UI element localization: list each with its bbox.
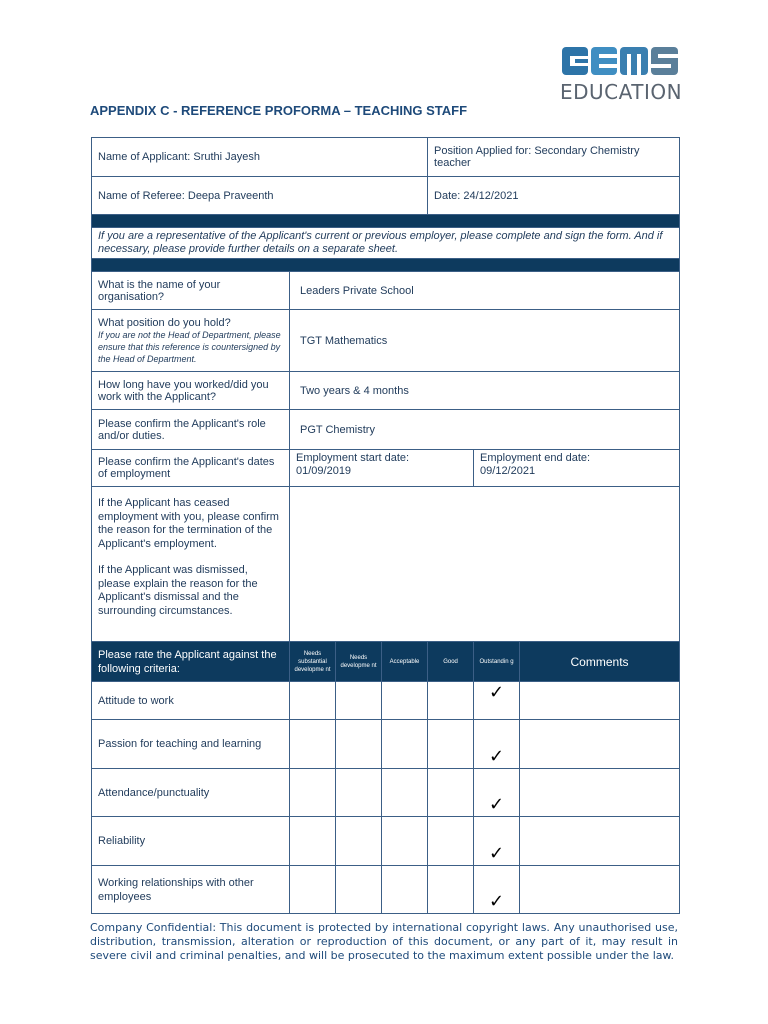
rating-cell[interactable] <box>428 720 474 769</box>
rating-cell[interactable] <box>382 682 428 720</box>
rating-cell[interactable] <box>336 720 382 769</box>
comments-cell[interactable] <box>520 866 680 914</box>
position-question: What position do you hold? <box>98 316 231 329</box>
rating-cell[interactable] <box>290 866 336 914</box>
organisation-answer: Leaders Private School <box>290 272 680 310</box>
rating-cell[interactable] <box>382 817 428 866</box>
criterion-label: Attitude to work <box>92 682 290 720</box>
rating-cell[interactable] <box>290 769 336 817</box>
role-answer: PGT Chemistry <box>290 410 680 450</box>
rating-cell[interactable] <box>428 682 474 720</box>
rating-header-label: Please rate the Applicant against the following criteria: <box>92 642 290 682</box>
confidentiality-footer: Company Confidential: This document is protected by international copyright laws. Any unauthorised use, distribution, transmission, alteration or reproduction of this document, or any part of it, may result in severe civil and criminal penalties, and will be prosecuted to the maximum extent possible under the law. <box>90 921 678 962</box>
rating-cell[interactable] <box>382 720 428 769</box>
end-date-label: Employment end date: <box>480 452 591 464</box>
comments-cell[interactable] <box>520 817 680 866</box>
position-note: If you are not the Head of Department, please ensure that this reference is countersigned by the Head of Department. <box>98 329 281 364</box>
criterion-label: Passion for teaching and learning <box>92 720 290 769</box>
rating-col-acceptable: Acceptable <box>382 642 428 682</box>
logo-education-text: EDUCATION <box>560 80 683 104</box>
position-answer: TGT Mathematics <box>290 310 680 372</box>
rating-cell[interactable] <box>290 682 336 720</box>
rating-cell[interactable] <box>428 866 474 914</box>
start-date-cell <box>290 450 474 487</box>
form-date: Date: 24/12/2021 <box>428 177 680 215</box>
applicant-name: Name of Applicant: Sruthi Jayesh <box>92 138 428 177</box>
ceased-question: If the Applicant has ceased employment with you, please confirm the reason for the termination of the Applicant's employment. <box>98 497 279 550</box>
start-date-value: 01/09/2019 <box>296 465 352 477</box>
duration-answer: Two years & 4 months <box>290 372 680 410</box>
position-question-cell <box>92 310 290 372</box>
start-date-label: Employment start date: <box>296 452 410 464</box>
rating-col-comments: Comments <box>520 642 680 682</box>
rating-col-good: Good <box>428 642 474 682</box>
check-icon[interactable]: ✓ <box>474 866 520 914</box>
criterion-label: Attendance/punctuality <box>92 769 290 817</box>
rating-cell[interactable] <box>290 720 336 769</box>
comments-cell[interactable] <box>520 720 680 769</box>
rating-cell[interactable] <box>428 769 474 817</box>
criterion-label: Working relationships with other employees <box>92 866 290 914</box>
end-date-value: 09/12/2021 <box>480 465 536 477</box>
rating-cell[interactable] <box>428 817 474 866</box>
role-question: Please confirm the Applicant's role and/or duties. <box>92 410 290 450</box>
rating-row <box>92 866 680 914</box>
rating-col-needs-development: Needs developme nt <box>336 642 382 682</box>
reference-form <box>91 137 680 914</box>
termination-answer[interactable] <box>290 487 680 642</box>
check-icon[interactable]: ✓ <box>474 682 520 720</box>
rating-cell[interactable] <box>336 817 382 866</box>
check-icon[interactable]: ✓ <box>474 769 520 817</box>
rating-row <box>92 720 680 769</box>
dismissed-question: If the Applicant was dismissed, please explain the reason for the Applicant's dismissal and the surrounding circumstances. <box>98 564 258 617</box>
organisation-question: What is the name of your organisation? <box>92 272 290 310</box>
criterion-label: Reliability <box>92 817 290 866</box>
rating-cell[interactable] <box>382 769 428 817</box>
duration-question: How long have you worked/did you work with the Applicant? <box>92 372 290 410</box>
divider-bar <box>92 259 680 272</box>
rating-row <box>92 817 680 866</box>
comments-cell[interactable] <box>520 769 680 817</box>
referee-name: Name of Referee: Deepa Praveenth <box>92 177 428 215</box>
divider-bar <box>92 215 680 228</box>
rating-row <box>92 769 680 817</box>
comments-cell[interactable] <box>520 682 680 720</box>
dates-question: Please confirm the Applicant's dates of employment <box>92 450 290 487</box>
check-icon[interactable]: ✓ <box>474 720 520 769</box>
check-icon[interactable]: ✓ <box>474 817 520 866</box>
rating-row <box>92 682 680 720</box>
rating-cell[interactable] <box>290 817 336 866</box>
rating-cell[interactable] <box>382 866 428 914</box>
termination-question-cell <box>92 487 290 642</box>
rating-cell[interactable] <box>336 682 382 720</box>
end-date-cell <box>474 450 680 487</box>
position-applied: Position Applied for: Secondary Chemistry teacher <box>428 138 680 177</box>
rating-col-outstanding: Outstandin g <box>474 642 520 682</box>
instructions-text: If you are a representative of the Applicant's current or previous employer, please complete and sign the form. And if necessary, please provide further details on a separate sheet. <box>92 228 680 259</box>
rating-cell[interactable] <box>336 769 382 817</box>
rating-col-needs-substantial: Needs substantial developme nt <box>290 642 336 682</box>
rating-cell[interactable] <box>336 866 382 914</box>
page-title: APPENDIX C - REFERENCE PROFORMA – TEACHING STAFF <box>90 103 468 118</box>
